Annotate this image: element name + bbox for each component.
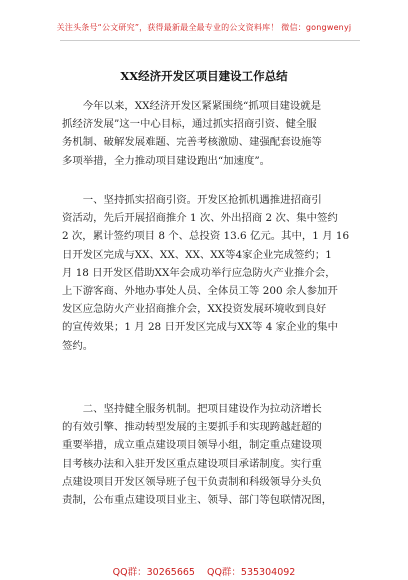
- text-line: 上下游客商、外地办事处人员、全体员工等 200 余人参加开: [62, 285, 338, 298]
- text-line: 抓经济发展”这一中心目标，通过抓实招商引资、健全服: [62, 118, 317, 131]
- paragraph-service: [62, 400, 356, 509]
- footer-qq-group-1: QQ群：30265665: [112, 567, 195, 578]
- text-line: 目考核办法和入驻开发区重点建设项目承诺制度。实行重: [62, 457, 322, 470]
- text-line: 的有效引擎、推动转型发展的主要抓手和实现跨越赶超的: [62, 421, 322, 434]
- text-line: 2 次，累计签约项目 8 个、总投资 13.6 亿元。其中，1 月 16: [62, 230, 350, 243]
- text-line: 日开发区完成与XX、XX、XX、XX等4家企业完成签约；1: [62, 248, 332, 261]
- paragraph-intro: [62, 97, 356, 170]
- text-line: 一、坚持抓实招商引资。开发区抢抓机遇推进招商引: [62, 194, 322, 206]
- document-title: XX经济开发区项目建设工作总结: [120, 69, 288, 83]
- text-line: 发区应急防火产业招商推介会，XX投资发展环境收到良好: [62, 303, 327, 316]
- text-line: 重要举措，成立重点建设项目领导小组，制定重点建设项: [62, 439, 322, 452]
- footer-qq-group-2: QQ群：535304092: [206, 567, 296, 578]
- paragraph-investment: [62, 191, 356, 355]
- text-line: 月 18 日开发区借助XX年会成功举行应急防火产业推介会，: [62, 266, 336, 279]
- text-line: 签约。: [62, 339, 94, 352]
- text-line: 点建设项目开发区领导班子包干负责制和科级领导分头负: [62, 475, 322, 488]
- text-line: 的宣传效果；1 月 28 日开发区完成与XX等 4 家企业的集中: [62, 321, 338, 334]
- text-line: 今年以来，XX经济开发区紧紧围绕“抓项目建设就是: [62, 100, 322, 112]
- text-line: 务机制、破解发展难题、完善考核激励、建强配套设施等: [62, 136, 322, 149]
- text-line: 二、坚持健全服务机制。把项目建设作为拉动济增长: [62, 403, 322, 415]
- header-banner: 关注头条号“公文研究”，获得最新最全最专业的公文资料库！ 微信：gongwenyj: [56, 23, 352, 32]
- text-line: 多项举措，全力推动项目建设跑出“加速度”。: [62, 154, 271, 167]
- text-line: 资活动，先后开展招商推介 1 次、外出招商 2 次、集中签约: [62, 212, 338, 225]
- footer-contact: [0, 564, 408, 578]
- text-line: 责制，公布重点建设项目业主、领导、部门等包联情况图，: [62, 494, 333, 507]
- header-divider: [60, 40, 360, 41]
